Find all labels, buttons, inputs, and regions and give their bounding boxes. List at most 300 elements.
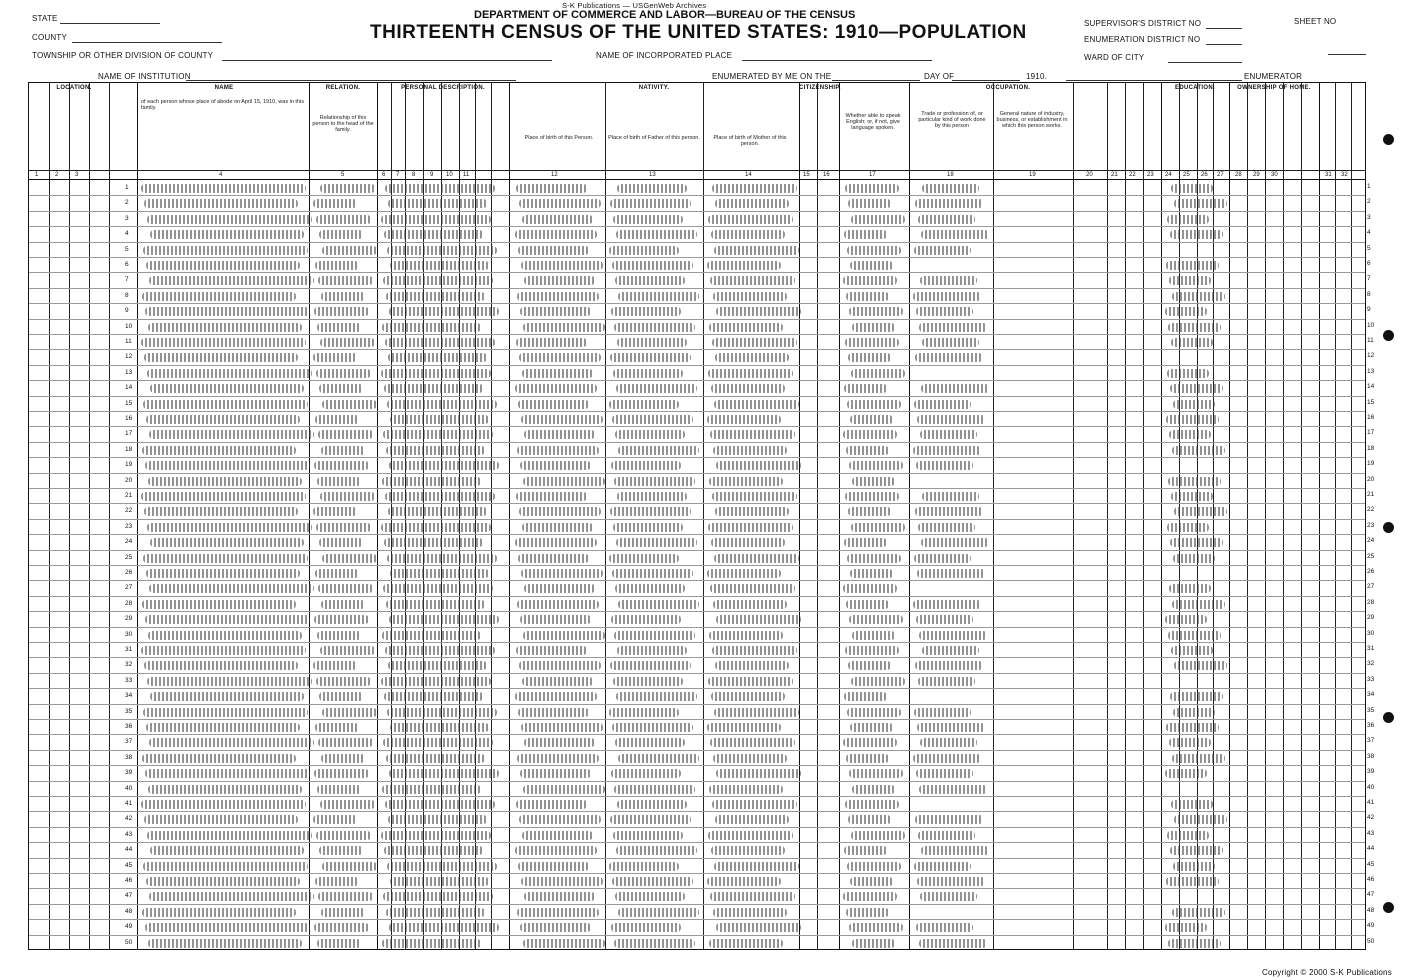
handwriting-entry — [914, 246, 971, 255]
col-num: 15 — [803, 172, 810, 178]
line-number: 27 — [125, 584, 133, 592]
line-number: 13 — [125, 368, 133, 376]
binder-hole — [1383, 522, 1394, 533]
handwriting-entry — [516, 338, 587, 347]
handwriting-entry — [918, 523, 975, 532]
handwriting-entry — [150, 538, 304, 547]
handwriting-entry — [1169, 276, 1211, 285]
handwriting-entry — [917, 569, 985, 578]
census-sheet — [28, 82, 1366, 950]
handwriting-entry — [1168, 939, 1221, 948]
row-rule — [29, 904, 1365, 905]
col-num: 6 — [382, 172, 386, 178]
line-number: 48 — [125, 907, 133, 915]
row-rule — [29, 211, 1365, 212]
col-num: 30 — [1271, 172, 1278, 178]
line-number-right: 27 — [1367, 583, 1375, 591]
row-rule — [29, 503, 1365, 504]
handwriting-entry — [320, 646, 375, 655]
township-label: TOWNSHIP OR OTHER DIVISION OF COUNTY — [32, 51, 214, 60]
handwriting-entry — [709, 785, 783, 794]
group-nativity: NATIVITY. — [638, 85, 670, 91]
handwriting-entry — [616, 846, 697, 855]
handwriting-entry — [845, 646, 899, 655]
handwriting-entry — [515, 384, 597, 393]
handwriting-entry — [716, 615, 801, 624]
line-number: 38 — [125, 753, 133, 761]
header-nativity-father: Place of birth of Father of this person. — [608, 135, 700, 141]
handwriting-entry — [920, 276, 977, 285]
handwriting-entry — [386, 292, 485, 301]
handwriting-entry — [712, 338, 797, 347]
sheet-label: SHEET NO — [1294, 17, 1337, 26]
handwriting-entry — [616, 384, 697, 393]
handwriting-entry — [913, 600, 981, 609]
handwriting-entry — [609, 246, 679, 255]
col-num: 2 — [55, 172, 59, 178]
handwriting-entry — [617, 646, 687, 655]
handwriting-entry — [521, 261, 603, 270]
row-rule — [29, 734, 1365, 735]
line-number-right: 14 — [1367, 383, 1375, 391]
handwriting-entry — [317, 323, 361, 332]
column-number-rule — [29, 179, 1365, 180]
handwriting-entry — [315, 415, 359, 424]
handwriting-entry — [320, 492, 375, 501]
handwriting-entry — [715, 661, 789, 670]
handwriting-entry — [146, 877, 300, 886]
line-number: 35 — [125, 707, 133, 715]
row-rule — [29, 226, 1365, 227]
header-trade: Trade or profession of, or particular kind of work done by this person — [918, 111, 986, 129]
handwriting-entry — [618, 600, 699, 609]
handwriting-entry — [614, 785, 695, 794]
handwriting-entry — [1165, 769, 1207, 778]
handwriting-entry — [146, 415, 300, 424]
handwriting-entry — [847, 862, 901, 871]
line-number: 18 — [125, 445, 133, 453]
handwriting-entry — [611, 923, 681, 932]
handwriting-entry — [1170, 692, 1223, 701]
handwriting-entry — [518, 246, 589, 255]
handwriting-entry — [714, 246, 799, 255]
row-rule — [29, 288, 1365, 289]
line-number: 31 — [125, 646, 133, 653]
handwriting-entry — [523, 477, 605, 486]
handwriting-entry — [708, 369, 793, 378]
handwriting-entry — [916, 461, 973, 470]
group-citizenship: CITIZENSHIP. — [799, 85, 841, 91]
handwriting-entry — [919, 323, 987, 332]
line-number: 4 — [125, 230, 129, 238]
handwriting-entry — [616, 538, 697, 547]
line-number: 11 — [125, 338, 132, 345]
handwriting-entry — [707, 723, 781, 732]
group-personal-description: PERSONAL DESCRIPTION. — [401, 85, 485, 91]
handwriting-entry — [384, 846, 483, 855]
col-num: 18 — [947, 172, 954, 178]
line-number-right: 18 — [1367, 444, 1375, 452]
handwriting-entry — [850, 877, 893, 886]
handwriting-entry — [319, 538, 363, 547]
handwriting-entry — [849, 307, 903, 316]
handwriting-entry — [523, 631, 605, 640]
handwriting-entry — [845, 800, 899, 809]
handwriting-entry — [845, 338, 899, 347]
handwriting-entry — [388, 507, 487, 516]
handwriting-entry — [715, 199, 789, 208]
handwriting-entry — [318, 584, 373, 593]
handwriting-entry — [143, 246, 308, 255]
col-num: 4 — [219, 172, 223, 178]
handwriting-entry — [1168, 323, 1221, 332]
handwriting-entry — [382, 631, 481, 640]
handwriting-entry — [1168, 477, 1221, 486]
group-name: NAME — [214, 85, 234, 91]
handwriting-entry — [914, 400, 971, 409]
line-number-right: 31 — [1367, 645, 1375, 652]
row-rule — [29, 781, 1365, 782]
handwriting-entry — [1166, 877, 1219, 886]
handwriting-entry — [711, 692, 785, 701]
handwriting-entry — [524, 738, 595, 747]
handwriting-entry — [522, 523, 593, 532]
handwriting-entry — [919, 939, 987, 948]
handwriting-entry — [716, 923, 801, 932]
place-label: NAME OF INCORPORATED PLACE — [596, 51, 733, 60]
row-rule — [29, 473, 1365, 474]
col-num: 12 — [551, 172, 558, 178]
row-rule — [29, 565, 1365, 566]
line-number-right: 12 — [1367, 352, 1375, 360]
handwriting-entry — [846, 754, 889, 763]
handwriting-entry — [1165, 307, 1207, 316]
col-num: 10 — [446, 172, 453, 178]
handwriting-entry — [612, 261, 693, 270]
row-rule — [29, 842, 1365, 843]
handwriting-entry — [1171, 338, 1213, 347]
line-number-right: 24 — [1367, 537, 1375, 545]
publisher-line: S-K Publications — USGenWeb Archives — [562, 1, 707, 10]
col-num: 28 — [1235, 172, 1242, 178]
col-num: 23 — [1147, 172, 1154, 178]
handwriting-entry — [920, 430, 977, 439]
handwriting-entry — [921, 538, 989, 547]
handwriting-entry — [711, 846, 785, 855]
handwriting-entry — [1172, 754, 1225, 763]
handwriting-entry — [148, 785, 302, 794]
line-number-right: 15 — [1367, 398, 1375, 406]
line-number: 10 — [125, 322, 133, 330]
handwriting-entry — [149, 738, 314, 747]
handwriting-entry — [520, 923, 591, 932]
handwriting-entry — [317, 785, 361, 794]
line-number: 30 — [125, 630, 133, 638]
handwriting-entry — [920, 892, 977, 901]
handwriting-entry — [522, 369, 593, 378]
handwriting-entry — [322, 862, 377, 871]
handwriting-entry — [141, 338, 306, 347]
handwriting-entry — [316, 215, 371, 224]
header-industry: General nature of industry, business, or establishment in which this person works. — [996, 111, 1068, 129]
handwriting-entry — [320, 800, 375, 809]
handwriting-entry — [917, 877, 985, 886]
row-rule — [29, 426, 1365, 427]
line-number: 5 — [125, 245, 129, 253]
row-rule — [29, 396, 1365, 397]
handwriting-entry — [383, 892, 493, 901]
handwriting-entry — [389, 461, 499, 470]
handwriting-entry — [314, 923, 369, 932]
line-number: 34 — [125, 692, 133, 700]
line-number: 40 — [125, 784, 133, 792]
handwriting-entry — [1169, 430, 1211, 439]
handwriting-entry — [519, 661, 601, 670]
handwriting-entry — [843, 892, 897, 901]
handwriting-entry — [611, 615, 681, 624]
handwriting-entry — [615, 276, 685, 285]
handwriting-entry — [851, 677, 905, 686]
handwriting-entry — [714, 400, 799, 409]
row-rule — [29, 888, 1365, 889]
handwriting-entry — [1171, 646, 1213, 655]
handwriting-entry — [612, 723, 693, 732]
handwriting-entry — [388, 353, 487, 362]
col-num: 29 — [1253, 172, 1260, 178]
handwriting-entry — [922, 184, 979, 193]
handwriting-entry — [714, 862, 799, 871]
handwriting-entry — [916, 923, 973, 932]
handwriting-entry — [713, 754, 787, 763]
handwriting-entry — [843, 738, 897, 747]
handwriting-entry — [148, 477, 302, 486]
group-occupation: OCCUPATION. — [985, 85, 1031, 91]
handwriting-entry — [610, 353, 691, 362]
handwriting-entry — [315, 569, 359, 578]
line-number: 22 — [125, 507, 133, 515]
handwriting-entry — [382, 785, 481, 794]
handwriting-entry — [515, 692, 597, 701]
copyright-notice: Copyright © 2000 S-K Publications — [1262, 968, 1392, 977]
line-number: 25 — [125, 553, 133, 561]
row-rule — [29, 272, 1365, 273]
handwriting-entry — [388, 199, 487, 208]
handwriting-entry — [521, 877, 603, 886]
handwriting-entry — [1166, 415, 1219, 424]
handwriting-entry — [609, 554, 679, 563]
line-number-right: 46 — [1367, 876, 1375, 883]
handwriting-entry — [147, 523, 312, 532]
handwriting-entry — [387, 708, 497, 717]
day-of-label: DAY OF — [924, 72, 955, 81]
line-number-right: 40 — [1367, 783, 1375, 791]
state-label: STATE — [32, 14, 58, 23]
handwriting-entry — [846, 600, 889, 609]
handwriting-entry — [520, 307, 591, 316]
handwriting-entry — [1166, 261, 1219, 270]
handwriting-entry — [716, 461, 801, 470]
handwriting-entry — [610, 507, 691, 516]
handwriting-entry — [382, 323, 481, 332]
handwriting-entry — [1167, 523, 1209, 532]
handwriting-entry — [521, 569, 603, 578]
ward-field — [1168, 62, 1242, 63]
line-number-right: 10 — [1367, 321, 1375, 329]
handwriting-entry — [617, 338, 687, 347]
handwriting-entry — [317, 477, 361, 486]
handwriting-entry — [848, 661, 891, 670]
handwriting-entry — [852, 631, 895, 640]
enumerated-label: ENUMERATED BY ME ON THE — [712, 72, 832, 81]
line-number-right: 37 — [1367, 737, 1375, 745]
col-num: 3 — [75, 172, 79, 178]
line-number-right: 20 — [1367, 475, 1375, 483]
handwriting-entry — [147, 215, 312, 224]
handwriting-entry — [1174, 661, 1227, 670]
handwriting-entry — [849, 461, 903, 470]
row-rule — [29, 642, 1365, 643]
handwriting-entry — [844, 692, 887, 701]
handwriting-entry — [390, 877, 489, 886]
col-num: 16 — [823, 172, 830, 178]
handwriting-entry — [321, 292, 365, 301]
row-rule — [29, 811, 1365, 812]
handwriting-entry — [1170, 538, 1223, 547]
handwriting-entry — [384, 384, 483, 393]
line-number: 50 — [125, 938, 133, 946]
handwriting-entry — [707, 415, 781, 424]
handwriting-entry — [518, 862, 589, 871]
handwriting-entry — [850, 261, 893, 270]
handwriting-entry — [141, 184, 306, 193]
handwriting-entry — [847, 708, 901, 717]
handwriting-entry — [147, 831, 312, 840]
handwriting-entry — [845, 492, 899, 501]
archive-name: USGenWeb Archives — [632, 1, 707, 10]
row-rule — [29, 319, 1365, 320]
handwriting-entry — [849, 923, 903, 932]
binder-hole — [1383, 134, 1394, 145]
handwriting-entry — [149, 276, 314, 285]
handwriting-entry — [318, 430, 373, 439]
handwriting-entry — [145, 307, 310, 316]
handwriting-entry — [716, 307, 801, 316]
line-number: 37 — [125, 738, 133, 746]
handwriting-entry — [519, 199, 601, 208]
line-number-right: 2 — [1367, 198, 1371, 206]
ward-label: WARD OF CITY — [1084, 53, 1145, 62]
handwriting-entry — [921, 230, 989, 239]
handwriting-entry — [383, 584, 493, 593]
line-number-right: 22 — [1367, 506, 1375, 514]
handwriting-entry — [145, 923, 310, 932]
line-number: 7 — [125, 276, 129, 284]
handwriting-entry — [1171, 800, 1213, 809]
handwriting-entry — [1167, 369, 1209, 378]
handwriting-entry — [716, 769, 801, 778]
handwriting-entry — [916, 769, 973, 778]
handwriting-entry — [714, 708, 799, 717]
handwriting-entry — [383, 430, 493, 439]
row-rule — [29, 365, 1365, 366]
line-number: 14 — [125, 384, 133, 392]
handwriting-entry — [852, 477, 895, 486]
line-number-right: 50 — [1367, 937, 1375, 945]
handwriting-entry — [522, 677, 593, 686]
handwriting-entry — [711, 384, 785, 393]
handwriting-entry — [708, 215, 793, 224]
handwriting-entry — [322, 708, 377, 717]
handwriting-entry — [922, 338, 979, 347]
institution-field — [186, 80, 516, 81]
handwriting-entry — [145, 461, 310, 470]
handwriting-entry — [844, 846, 887, 855]
header-language: Whether able to speak English; or, if not, give language spoken. — [845, 113, 901, 131]
row-rule — [29, 627, 1365, 628]
handwriting-entry — [715, 353, 789, 362]
handwriting-entry — [1173, 708, 1215, 717]
line-number-right: 30 — [1367, 629, 1375, 637]
row-rule — [29, 242, 1365, 243]
handwriting-entry — [611, 769, 681, 778]
col-num: 31 — [1325, 172, 1332, 178]
handwriting-entry — [316, 369, 371, 378]
line-number: 2 — [125, 199, 129, 207]
row-rule — [29, 596, 1365, 597]
handwriting-entry — [852, 785, 895, 794]
row-rule — [29, 873, 1365, 874]
handwriting-entry — [381, 677, 491, 686]
handwriting-entry — [610, 199, 691, 208]
handwriting-entry — [381, 523, 491, 532]
handwriting-entry — [710, 584, 795, 593]
line-number-right: 49 — [1367, 922, 1375, 930]
line-number: 46 — [125, 877, 133, 884]
handwriting-entry — [715, 507, 789, 516]
handwriting-entry — [1172, 600, 1225, 609]
handwriting-entry — [320, 338, 375, 347]
col-num: 32 — [1341, 172, 1348, 178]
handwriting-entry — [381, 369, 491, 378]
handwriting-entry — [149, 430, 314, 439]
handwriting-entry — [849, 615, 903, 624]
handwriting-entry — [518, 554, 589, 563]
handwriting-entry — [385, 646, 495, 655]
handwriting-entry — [915, 507, 983, 516]
handwriting-entry — [615, 584, 685, 593]
handwriting-entry — [141, 646, 306, 655]
place-field — [742, 60, 932, 61]
line-number-right: 23 — [1367, 521, 1375, 529]
group-education: EDUCATION. — [1175, 85, 1215, 91]
handwriting-entry — [713, 446, 787, 455]
line-number-right: 36 — [1367, 722, 1375, 729]
handwriting-entry — [714, 554, 799, 563]
handwriting-entry — [516, 492, 587, 501]
handwriting-entry — [922, 492, 979, 501]
handwriting-entry — [386, 754, 485, 763]
line-number-right: 48 — [1367, 906, 1375, 914]
handwriting-entry — [517, 600, 599, 609]
handwriting-entry — [710, 738, 795, 747]
handwriting-entry — [613, 215, 683, 224]
col-num: 8 — [412, 172, 416, 178]
handwriting-entry — [522, 831, 593, 840]
handwriting-entry — [524, 276, 595, 285]
handwriting-entry — [918, 677, 975, 686]
line-number: 28 — [125, 599, 133, 607]
handwriting-entry — [515, 538, 597, 547]
